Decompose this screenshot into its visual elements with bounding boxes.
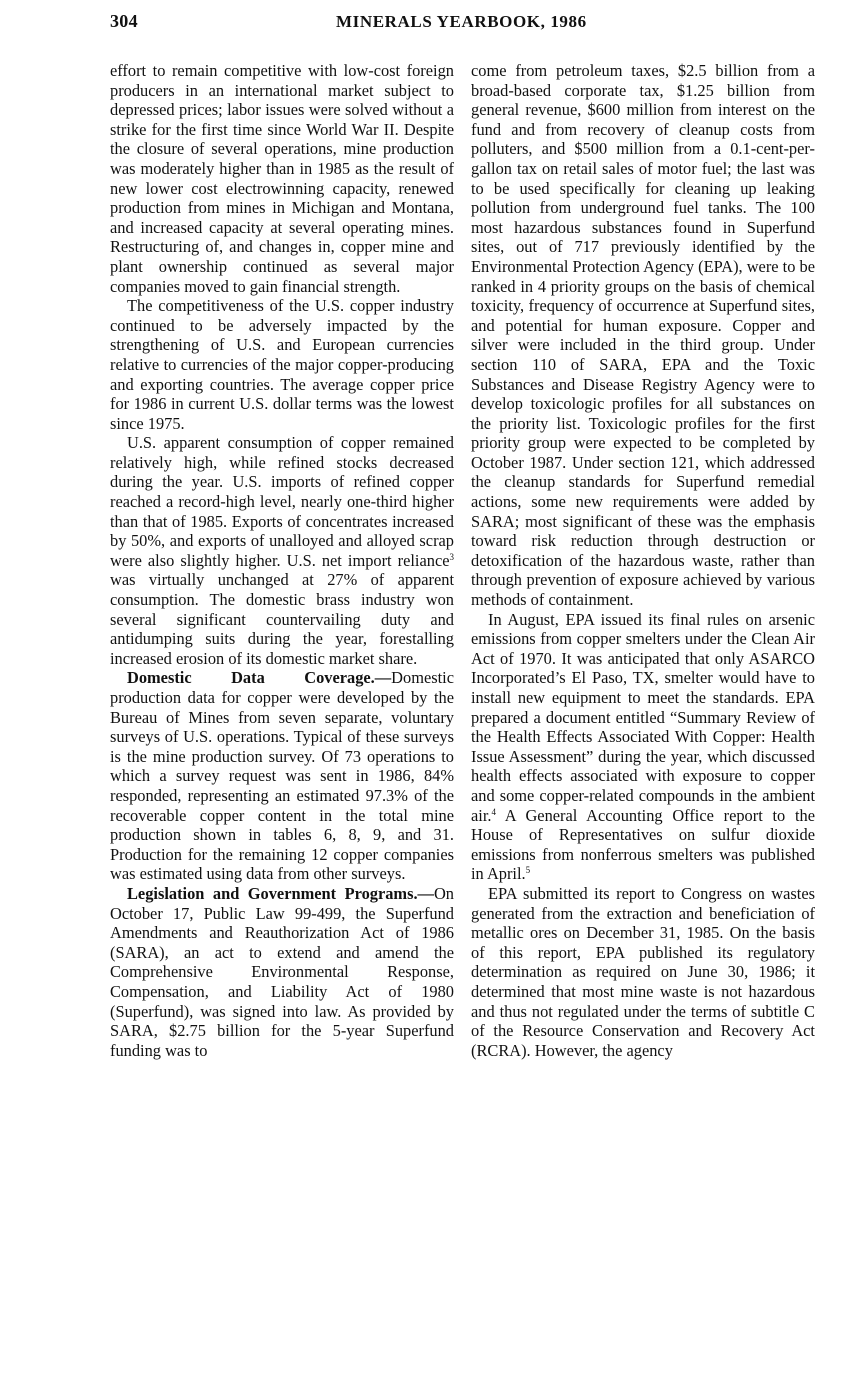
footnote-marker[interactable]: 4 — [491, 806, 496, 817]
paragraph-arsenic-rules — [471, 610, 815, 884]
paragraph-superfund-funding: come from petroleum taxes, $2.5 billion from a broad-based corporate tax, $1.25 billion from general revenue, $600 million from interest on the fund and from recovery of cleanup costs from polluters, and $500 million from a 0.1-cent-per-gallon tax on retail sales of motor fuel; the last was to be used specifically for cleaning up leaking pollution from underground fuel tanks. The 100 most hazardous substances found in Superfund sites, out of 717 previously identified by the Environmental Protection Agency (EPA), were to be ranked in 4 priority groups on the basis of chemical toxicity, frequency of occurrence at Superfund sites, and potential for human exposure. Copper and silver were included in the third group. Under section 110 of SARA, EPA and the Toxic Substances and Disease Registry Agency were to develop toxicologic profiles for all substances on the priority list. Toxicologic profiles for the first priority group were expected to be completed by October 1987. Under section 121, which addressed the cleanup standards for Superfund remedial actions, some new requirements were added by SARA; most significant of these was the emphasis toward risk reduction through destruction or detoxification of the hazardous waste, rather than through prevention of exposure achieved by various methods of containment. — [471, 61, 815, 610]
paragraph-competitiveness: The competitiveness of the U.S. copper industry continued to be adversely impacted by the strengthening of U.S. and European currencies relative to currencies of the major copper-producing and exporting countries. The average copper price for 1986 in current U.S. dollar terms was the lowest since 1975. — [110, 296, 454, 433]
section-heading: Legislation and Government Programs.— — [127, 883, 434, 903]
left-column — [110, 61, 454, 1060]
paragraph-consumption — [110, 433, 454, 668]
paragraph-text: was virtually unchanged at 27% of apparent consumption. The domestic brass industry won several significant countervailing duty and antidumping suits during the year, forestalling increased erosion of its domestic market share. — [110, 570, 454, 668]
paragraph-mine-waste: EPA submitted its report to Congress on wastes generated from the extraction and beneficiation of metallic ores on December 31, 1985. On the basis of this report, EPA published its regulatory determination as required on June 30, 1986; it determined that most mine waste is not hazardous and thus not regulated under the terms of subtitle C of the Resource Conservation and Recovery Act (RCRA). However, the agency — [471, 883, 815, 1060]
page-header — [110, 11, 816, 35]
paragraph-text: A General Accounting Office report to the House of Representatives on sulfur dioxide emissions from nonferrous smelters was published in April. — [471, 805, 815, 884]
paragraph-continued: effort to remain competitive with low-cost foreign producers in an international market subject to depressed prices; labor issues were solved without a strike for the first time since World War II. Despite the closure of several operations, mine production was moderately higher than in 1985 as the result of new lower cost electrowinning capacity, renewed production from mines in Michigan and Montana, and increased capacity at several operating mines. Restructuring of, and changes in, copper mine and plant ownership continued as several major companies moved to gain financial strength. — [110, 61, 454, 296]
paragraph-text: In August, EPA issued its final rules on arsenic emissions from copper smelters under the Clean Air Act of 1970. It was anticipated that only ASARCO Incorporated’s El Paso, TX, smelter would have to install new equipment to meet the standards. EPA prepared a document entitled “Summary Review of the Health Effects Associated With Copper: Health Issue Assessment” during the year, which discussed health effects associated with exposure to copper and some copper-related compounds in the ambient air. — [471, 609, 815, 825]
paragraph-text: Domestic production data for copper were developed by the Bureau of Mines from seven separate, voluntary surveys of U.S. operations. Typical of these surveys is the mine production survey. Of 73 operations to which a survey request was sent in 1986, 84% responded, representing an estimated 97.3% of the recoverable copper content in the total mine production shown in tables 6, 8, 9, and 31. Production for the remaining 12 copper companies was estimated using data from other surveys. — [110, 668, 454, 884]
paragraph-legislation — [110, 884, 454, 1060]
paragraph-data-coverage — [110, 668, 454, 884]
page-number: 304 — [110, 11, 138, 31]
running-head: MINERALS YEARBOOK, 1986 — [336, 12, 587, 31]
paragraph-text: U.S. apparent consumption of copper remained relatively high, while refined stocks decreased during the year. U.S. imports of refined copper reached a record-high level, nearly one-third higher than that of 1985. Exports of concentrates increased by 50%, and exports of unalloyed and alloyed scrap were also slightly higher. U.S. net import reliance — [110, 433, 454, 570]
footnote-marker[interactable]: 3 — [449, 551, 454, 562]
paragraph-text: On October 17, Public Law 99-499, the Superfund Amendments and Reauthorization Act of 1986 (SARA), an act to extend and amend the Comprehensive Environmental Response, Compensation, and Liability Act of 1980 (Superfund), was signed into law. As provided by SARA, $2.75 billion for the 5-year Superfund funding was to — [110, 883, 454, 1060]
footnote-marker[interactable]: 5 — [525, 865, 531, 876]
right-column — [471, 61, 815, 1060]
section-heading: Domestic Data Coverage.— — [127, 668, 392, 688]
